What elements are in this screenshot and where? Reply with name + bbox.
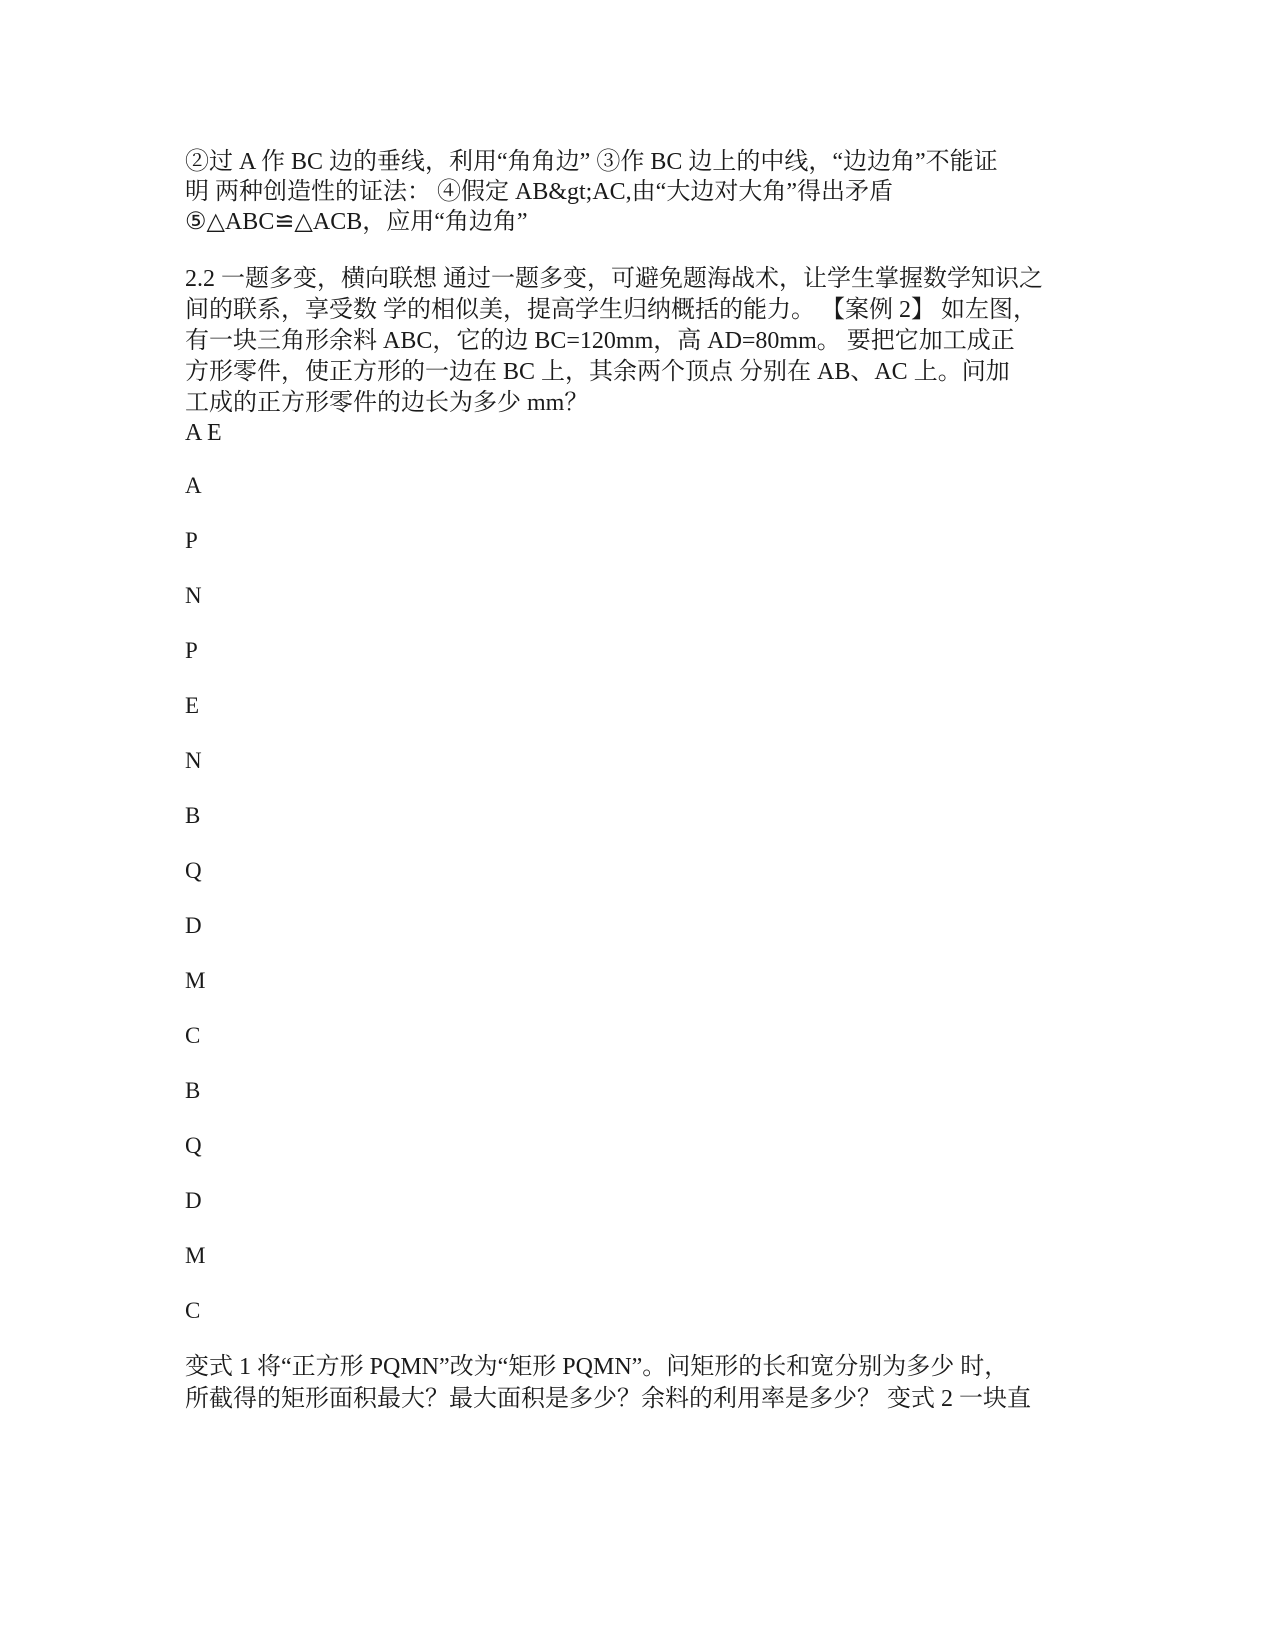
- section-line: 方形零件，使正方形的一边在 BC 上，其余两个顶点 分别在 AB、AC 上。问加: [185, 359, 1010, 385]
- figure-label: Q: [185, 858, 202, 883]
- figure-label: P: [185, 528, 198, 553]
- figure-label: C: [185, 1023, 201, 1048]
- figure-label: Q: [185, 1133, 202, 1158]
- figure-label: C: [185, 1298, 201, 1323]
- intro-line: ②过 A 作 BC 边的垂线，利用“角角边” ③作 BC 边上的中线，“边边角”不能证: [185, 149, 998, 175]
- section-line: 有一块三角形余料 ABC，它的边 BC=120mm，高 AD=80mm。 要把它加工成正: [185, 328, 1015, 354]
- figure-label: E: [185, 693, 200, 718]
- figure-label: N: [185, 583, 202, 608]
- figure-label: D: [185, 913, 202, 938]
- figure-label: M: [185, 968, 206, 993]
- figure-label: B: [185, 1078, 201, 1103]
- intro-line: ⑤△ABC≌△ACB，应用“角边角”: [185, 209, 528, 235]
- figure-label: P: [185, 638, 198, 663]
- variant-line: 所截得的矩形面积最大？最大面积是多少？余料的利用率是多少？ 变式 2 一块直: [185, 1386, 1031, 1412]
- figure-label: D: [185, 1188, 202, 1213]
- figure-label: A: [185, 473, 202, 498]
- intro-line: 明 两种创造性的证法： ④假定 AB&gt;AC,由“大边对大角”得出矛盾: [185, 179, 893, 205]
- section-line: 间的联系，享受数 学的相似美，提高学生归纳概括的能力。 【案例 2】 如左图，: [185, 297, 1037, 323]
- figure-label: N: [185, 748, 202, 773]
- section-line: 工成的正方形零件的边长为多少 mm？: [185, 390, 589, 416]
- figure-label: M: [185, 1243, 206, 1268]
- section-line: 2.2 一题多变，横向联想 通过一题多变，可避免题海战术，让学生掌握数学知识之: [185, 266, 1043, 292]
- section-line: A E: [185, 420, 222, 446]
- variant-line: 变式 1 将“正方形 PQMN”改为“矩形 PQMN”。问矩形的长和宽分别为多少 时，: [185, 1354, 1009, 1380]
- figure-label: B: [185, 803, 201, 828]
